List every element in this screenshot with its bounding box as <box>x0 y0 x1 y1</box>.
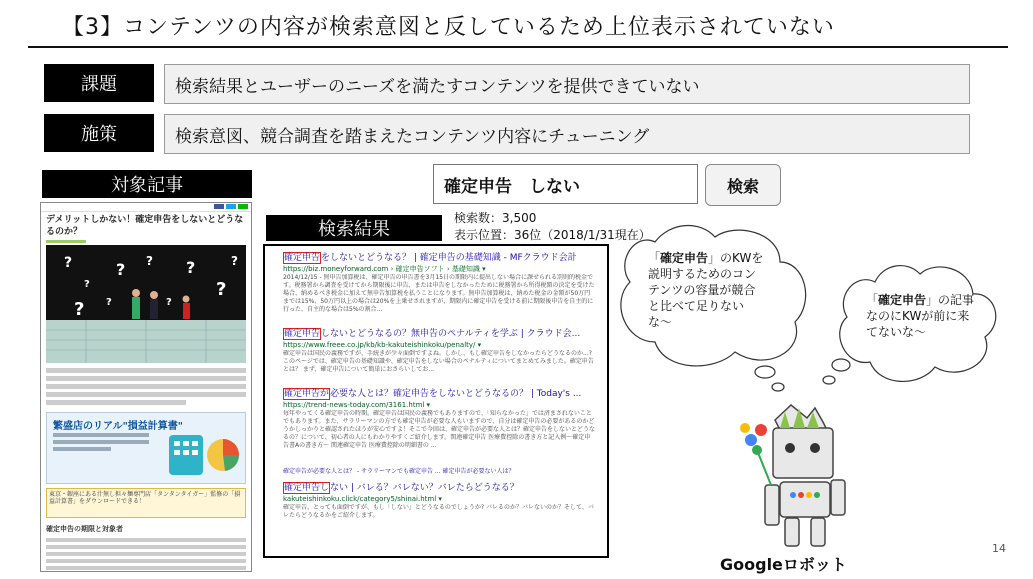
svg-text:?: ? <box>84 279 90 290</box>
svg-text:?: ? <box>216 279 227 300</box>
search-button[interactable]: 検索 <box>705 164 781 206</box>
banner-title: 繁盛店のリアル"損益計算書" <box>53 421 184 432</box>
search-count: 検索数：3,500 <box>454 211 537 225</box>
result-title[interactable] <box>283 252 595 264</box>
article-body-text-1 <box>41 365 251 408</box>
article-body-text-2 <box>41 536 251 572</box>
result-title[interactable] <box>283 482 595 494</box>
measure-label: 施策 <box>44 114 154 152</box>
result-snippet: 確定申告は国民の義務ですが、手続きが少々面倒ですよね。しかし、もし確定申告をしなかったらどうなるのか...? このページでは、確定申告の基礎知識や、確定申告をしない場合のペナルティについてまとめてみました。確定申告とは？ まず、確定申告について簡単におさらいしてお... <box>283 350 594 373</box>
people-question-illustration <box>46 245 246 363</box>
svg-text:?: ? <box>106 297 112 308</box>
thought-text-2: 「確定申告」の記事なのにKWが前に来てないな〜 <box>866 293 975 339</box>
results-label: 検索結果 <box>266 215 442 241</box>
keyword-highlight: 確定申告 <box>284 253 321 263</box>
search-position: 表示位置：36位（2018/1/31現在） <box>454 228 651 242</box>
search-input[interactable]: 確定申告 しない <box>433 164 698 204</box>
svg-text:?: ? <box>74 299 85 320</box>
result-item[interactable] <box>283 328 595 382</box>
result-url[interactable]: https://www.freee.co.jp/kb/kb-kakuteishinkoku/penalty/ ▾ <box>283 341 482 349</box>
result-title-rest: しないとどうなるの？無申告のペナルティを学ぶ | クラウド会... <box>321 329 581 339</box>
keyword-highlight: 確定申告が <box>284 389 330 399</box>
result-snippet: 2014/12/15 - 無申告加算税は、確定申告の申告書を3月15日の期限内に提出しない場合に課せられる罰則的税金です。税務署から調査を受けてから期限後に申告、または申告をしなかったために税務署から所得税額の決定を受けた場合、納めるべき税金に加えて無申告加算税を払うことになります。無申告加算税は、納めた税金の金額が50万円までは15%、50万円以上の場合は20%を上乗せされますが、期限内に確定申告を受ける前に期限後申告を自主的に行った、自主的な場合は5%の割合… <box>283 274 595 313</box>
banner-lines <box>53 433 149 451</box>
page-number: 14 <box>992 542 1006 555</box>
result-title[interactable] <box>283 328 595 340</box>
result-snippet: 確定申告、とっても面倒ですが、もし「しない」とどうなるのでしょうか? バレるのか？バレないのか？そして、バレたらどうなるかをご紹介します。 <box>283 504 594 519</box>
result-title-rest: をしないとどうなる？ | 確定申告の基礎知識 - MFクラウド会計 <box>321 253 577 263</box>
keyword-highlight: 確定申告 <box>284 329 321 339</box>
tag-bar <box>46 240 86 243</box>
result-item[interactable] <box>283 482 595 520</box>
result-url[interactable]: https://biz.moneyforward.com › 確定申告ソフト › 基礎知識 ▾ <box>283 265 486 273</box>
result-title-rest: 必要な人とは？確定申告をしないとどうなるの？ | Today's ... <box>330 389 582 399</box>
svg-text:?: ? <box>186 258 196 277</box>
svg-text:?: ? <box>146 254 153 268</box>
svg-text:?: ? <box>64 255 73 271</box>
calculator-icon <box>165 429 245 479</box>
result-url[interactable]: kakuteishinkoku.click/category5/shinai.html ▾ <box>283 495 442 503</box>
svg-text:?: ? <box>116 260 126 279</box>
result-title[interactable] <box>283 388 595 400</box>
search-results-panel <box>263 244 609 558</box>
target-article-panel[interactable] <box>40 202 252 572</box>
article-title: デメリットしかない！確定申告をしないとどうなるのか？ <box>46 215 244 237</box>
issue-text: 検索結果とユーザーのニーズを満たすコンテンツを提供できていない <box>164 64 970 104</box>
svg-text:?: ? <box>166 297 172 308</box>
issue-label: 課題 <box>44 64 154 102</box>
robot-caption: Googleロボット <box>720 555 847 574</box>
target-article-label: 対象記事 <box>42 170 252 198</box>
result-snippet: 毎年やってくる確定申告の時期。確定申告は国民の義務でもありますので、「知らなかった」では済まされないことでもあります。また、サラリーマンの方でも確定申告が必要な人もいますので、自分は確定申告の必要があるのかどうかしっかりと確認されたほうが安心ですよ！そこで今回は、確定申告が必要な人とは？確定申告をしないとどうなるの？について、初心者の人にもわかりやすくご紹介します。関連確定申告 医療費控除の書き方と記入例〜確定申告書Aの書き方〜 関連確定申告 医療費控除の明細書の ... <box>283 410 595 449</box>
result-item[interactable] <box>283 252 595 322</box>
pl-banner[interactable] <box>46 412 246 484</box>
result-sitelinks[interactable]: 確定申告が必要な人とは？ - サラリーマンでも確定申告 ... 確定申告が必要ない人は？ <box>283 468 515 475</box>
share-bar <box>41 203 251 212</box>
result-url[interactable]: https://trend-news-today.com/3161.html ▾ <box>283 401 431 409</box>
thought-text-1: 「確定申告」のKWを説明するためのコンテンツの容量が競合と比べて足りないな〜 <box>648 251 764 329</box>
hero-image <box>46 245 246 363</box>
measure-text: 検索意図、競合調査を踏まえたコンテンツ内容にチューニング <box>164 114 970 154</box>
result-title-rest: ない | バレる？バレない？バレたらどうなる？ <box>330 483 519 493</box>
result-item[interactable] <box>283 388 595 476</box>
google-robot-icon <box>735 400 865 550</box>
title-divider <box>28 46 1008 48</box>
keyword-highlight: 確定申告し <box>284 483 330 493</box>
svg-text:?: ? <box>231 254 238 268</box>
banner-cta[interactable]: 東京・銀座にある汁無し担々麺専門店「タンタンタイガー」監修の「損益計算書」をダウンロードできる！ <box>46 488 246 518</box>
slide-title: 【3】コンテンツの内容が検索意図と反しているため上位表示されていない <box>62 15 835 40</box>
section-heading: 確定申告の期限と対象者 <box>46 525 123 533</box>
